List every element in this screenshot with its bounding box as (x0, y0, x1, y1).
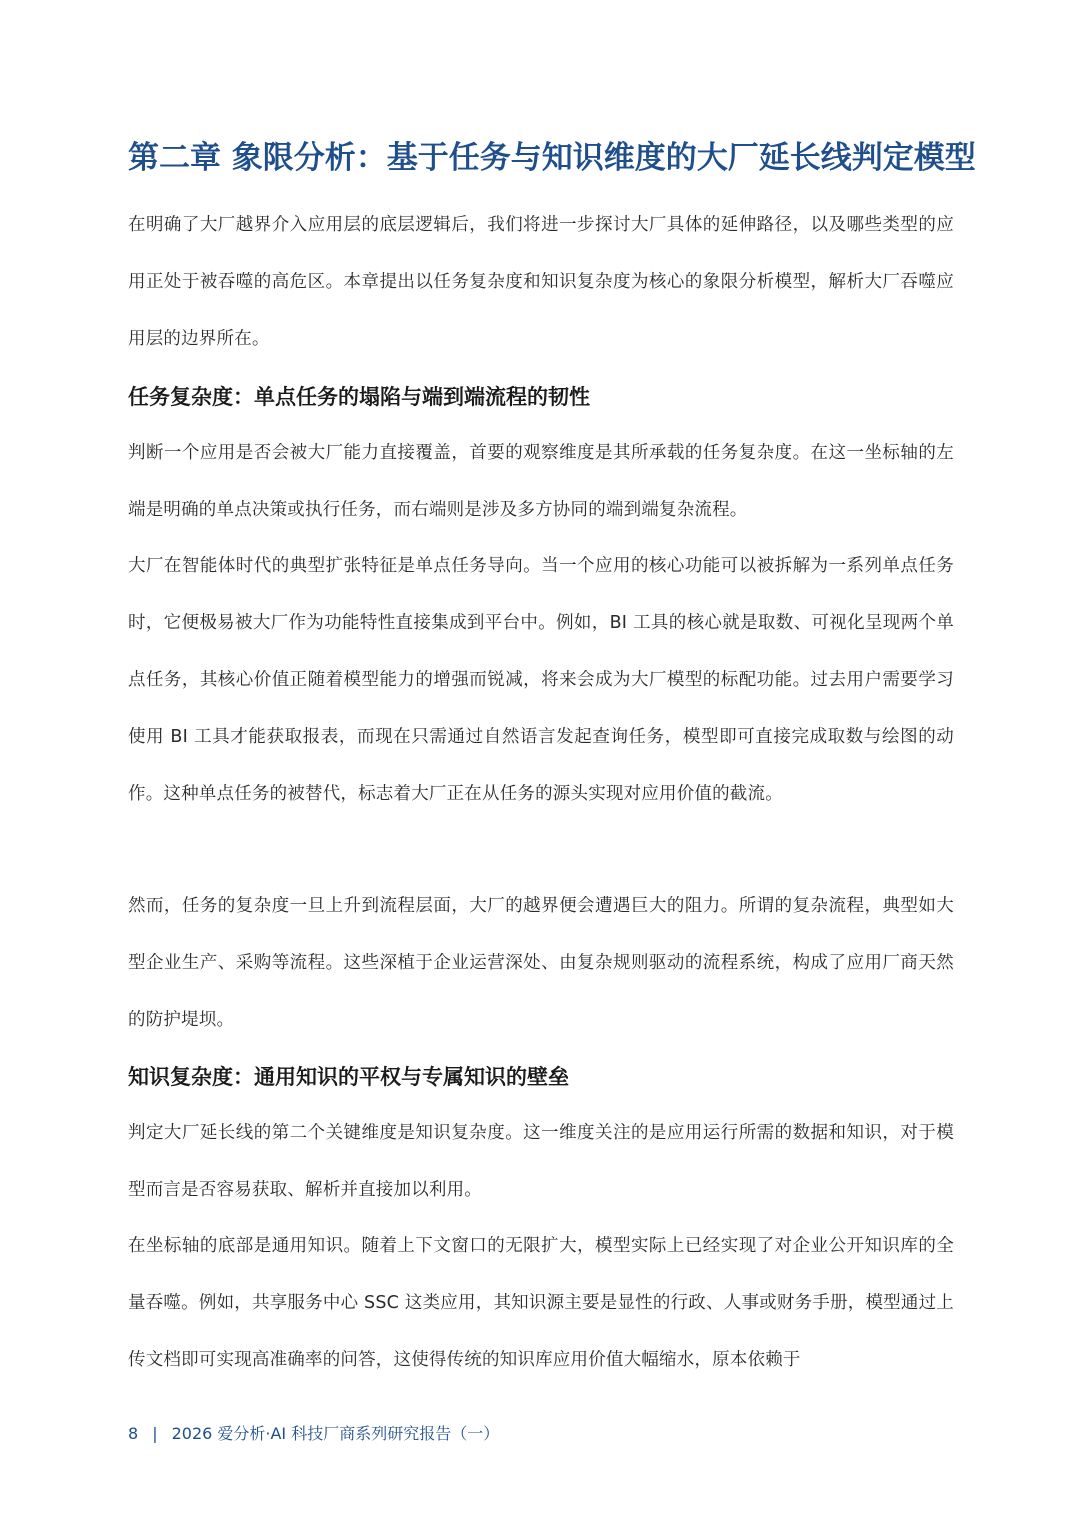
task-paragraph-2: 大厂在智能体时代的典型扩张特征是单点任务导向。当一个应用的核心功能可以被拆解为一系列单点任务时，它便极易被大厂作为功能特性直接集成到平台中。例如，BI 工具的核心就是取数、可视化呈现两个单点任务，其核心价值正随着模型能力的增强而锐减，将来会成为大厂模型的标配功能。过去用户需要学习使用 BI 工具才能获取报表，而现在只需通过自然语言发起查询任务，模型即可直接完成取数与绘图的动作。这种单点任务的被替代，标志着大厂正在从任务的源头实现对应用价值的截流。 (128, 556, 954, 804)
footer-separator: | (152, 1424, 158, 1443)
task-paragraph-3: 然而，任务的复杂度一旦上升到流程层面，大厂的越界便会遭遇巨大的阻力。所谓的复杂流程，典型如大型企业生产、采购等流程。这些深植于企业运营深处、由复杂规则驱动的流程系统，构成了应用厂商天然的防护堤坝。 (128, 896, 954, 1030)
page-footer (128, 1422, 499, 1446)
report-title: 2026 爱分析·AI 科技厂商系列研究报告（一） (171, 1424, 500, 1443)
task-paragraph-1: 判断一个应用是否会被大厂能力直接覆盖，首要的观察维度是其所承载的任务复杂度。在这一坐标轴的左端是明确的单点决策或执行任务，而右端则是涉及多方协同的端到端复杂流程。 (128, 443, 954, 520)
intro-paragraph: 在明确了大厂越界介入应用层的底层逻辑后，我们将进一步探讨大厂具体的延伸路径，以及哪些类型的应用正处于被吞噬的高危区。本章提出以任务复杂度和知识复杂度为核心的象限分析模型，解析大厂吞噬应用层的边界所在。 (128, 215, 954, 349)
section-heading-task-complexity: 任务复杂度：单点任务的塌陷与端到端流程的韧性 (128, 385, 590, 409)
page-number: 8 (128, 1424, 139, 1443)
knowledge-paragraph-2: 在坐标轴的底部是通用知识。随着上下文窗口的无限扩大，模型实际上已经实现了对企业公开知识库的全量吞噬。例如，共享服务中心 SSC 这类应用，其知识源主要是显性的行政、人事或财务手册，模型通过上传文档即可实现高准确率的问答，这使得传统的知识库应用价值大幅缩水，原本依赖于 (128, 1236, 954, 1370)
chapter-title: 第二章 象限分析：基于任务与知识维度的大厂延长线判定模型 (128, 140, 976, 176)
section-heading-knowledge-complexity: 知识复杂度：通用知识的平权与专属知识的壁垒 (128, 1065, 569, 1089)
knowledge-paragraph-1: 判定大厂延长线的第二个关键维度是知识复杂度。这一维度关注的是应用运行所需的数据和知识，对于模型而言是否容易获取、解析并直接加以利用。 (128, 1123, 954, 1200)
